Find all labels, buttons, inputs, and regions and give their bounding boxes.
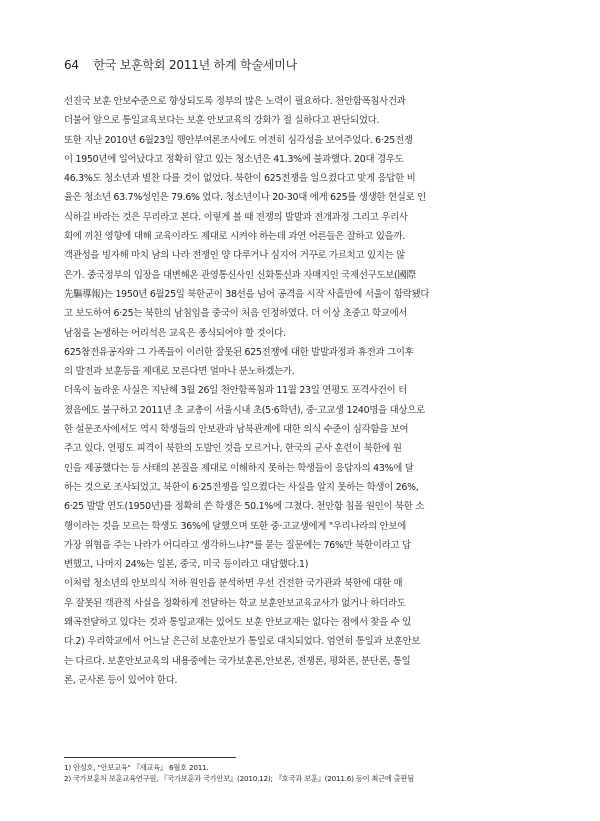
text-line: 남침을 논쟁하는 어리석은 교육은 종식되어야 할 것이다.: [64, 327, 286, 339]
text-line: 식하길 바라는 것은 무리라고 본다. 이렇게 볼 때 전쟁의 발발과 전개과정 그리고 우리사: [64, 211, 408, 223]
text-line: 변했고, 나머지 24%는 일본, 중국, 미국 등이라고 대답했다.1): [64, 559, 309, 571]
body-text: [64, 92, 530, 690]
text-line: 하는 것으로 조사되었고, 북한이 6·25전쟁을 일으켰다는 사실을 알지 못하는 학생이 26%,: [64, 481, 419, 493]
text-line: 는 다르다. 보훈안보교육의 내용중에는 국가보훈론,안보론, 전쟁론, 평화론, 분단론, 통일: [64, 655, 411, 667]
text-line: 한 설문조사에서도 역시 학생들의 안보관과 남북관계에 대한 의식 수준이 심각함을 보여: [64, 424, 409, 436]
text-line: 더불어 앞으로 통일교육보다는 보훈 안보교육의 강화가 절 실하다고 판단되었다.: [64, 115, 380, 127]
text-line: 회에 끼친 영향에 대해 교육이라도 제대로 시켜야 하는데 과연 어른들은 잘하고 있을까.: [64, 231, 405, 243]
text-line: 가장 위협을 주는 나라가 어디라고 생각하느냐?"를 묻는 질문에는 76%만 북한이라고 답: [64, 539, 411, 551]
text-line: 론, 군사론 등이 있어야 한다.: [64, 674, 178, 686]
text-line: 의 발전과 보훈등을 제대로 모른다면 얼마나 분노하겠는가.: [64, 366, 295, 378]
text-line: 주고 있다. 연평도 피격이 북한의 도발인 것을 모르거나, 한국의 군사 훈련이 북한에 원: [64, 443, 402, 455]
text-line: 행이라는 것을 모르는 학생도 36%에 달했으며 또한 중·고교생에게 "우리나라의 안보에: [64, 520, 407, 532]
text-line: 고 보도하여 6·25는 북한의 남침임을 중국이 처음 인정하였다. 더 이상 초중고 학교에서: [64, 308, 408, 320]
footnote-divider: [64, 757, 236, 758]
text-line: 더욱이 놀라운 사실은 지난해 3월 26일 천안함폭침과 11월 23일 연평도 포격사건이 터: [64, 385, 408, 397]
text-line: 율은 청소년 63.7%성인은 79.6% 었다. 청소년이나 20-30대 에게 625를 생생한 현실로 인: [64, 192, 426, 204]
text-line: 6·25 발발 연도(1950년)를 정확히 쓴 학생은 50.1%에 그쳤다. 천안함 침몰 원인이 북한 소: [64, 501, 425, 513]
text-line: 인을 제공했다는 등 사태의 본질을 제대로 이해하지 못하는 학생들이 응답자의 43%에 달: [64, 462, 414, 474]
text-line: 객관성을 빙자해 마치 남의 나라 전쟁인 양 다루거나 심지어 거꾸로 가르치고 있지는 않: [64, 250, 405, 262]
text-line: 이처럼 청소년의 안보의식 저하 원인을 분석하면 우선 건전한 국가관과 북한에 대한 매: [64, 578, 403, 590]
text-line: 또한 지난 2010년 6월23일 행안부여론조사에도 여전히 심각성을 보여주었다. 6·25전쟁: [64, 134, 413, 146]
running-title: 한국 보훈학회 2011년 하계 학술세미나: [93, 58, 298, 72]
text-line: 졌음에도 불구하고 2011년 초 교총이 서울시내 초(5·6학년), 중·고교생 1240명을 대상으로: [64, 404, 425, 416]
text-line: 왜곡전달하고 있다는 것과 통일교재는 있어도 보훈 안보교재는 없다는 점에서 찾을 수 있: [64, 617, 412, 629]
footnote: 1) 안성호, "안보교육" 『새교육』 6월호 2011.: [64, 763, 209, 772]
page-number: 64: [64, 58, 79, 72]
text-line: 은가. 중국정부의 입장을 대변해온 관영통신사인 신화통신과 자매지인 국제선구도보(國際: [64, 269, 416, 281]
text-line: 우 잘못된 객관적 사실을 정확하게 전달하는 학교 보훈안보교육교사가 없거나 하더라도: [64, 597, 406, 609]
page-header: [64, 56, 297, 73]
text-line: 先驅導報)는 1950년 6월25일 북한군이 38선을 넘어 공격을 시작 사흘만에 서울이 함락됐다: [64, 288, 430, 300]
text-line: 다.2) 우리학교에서 어느날 은근히 보훈안보가 통일로 대치되었다. 엄연히 통일과 보훈안보: [64, 636, 421, 648]
text-line: 46.3%도 청소년과 별찬 다를 것이 없었다. 북한이 625전쟁을 일으켰다고 맞게 응답한 비: [64, 173, 416, 185]
footnote: 2) 국가보훈처 보훈교육연구원, 『국가보훈과 국가안보』(2010.12); 『호국과 보훈』(2011.6) 등이 최근에 출판됨: [64, 774, 414, 783]
text-line: 625참전유공자와 그 가족들이 이러한 잘못된 625전쟁에 대한 발발과정과 휴전과 그이후: [64, 346, 414, 358]
text-line: 이 1950년에 일어났다고 정확히 알고 있는 청소년은 41.3%에 불과했다. 20대 경우도: [64, 153, 404, 165]
text-line: 선진국 보훈 안보수준으로 향상되도록 정부의 많은 노력이 필요하다. 천안함폭침사건과: [64, 96, 406, 107]
footnotes: [64, 762, 534, 784]
